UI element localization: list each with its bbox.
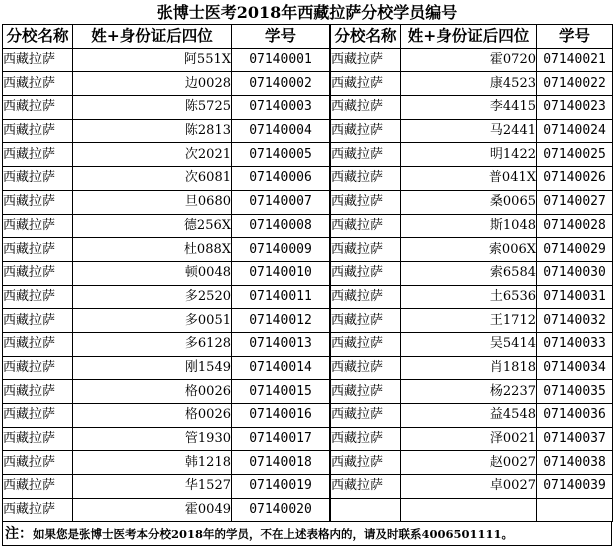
table-row — [3, 96, 613, 120]
cell-school: 西藏拉萨 — [3, 285, 73, 309]
table-row — [3, 498, 613, 522]
cell-name-id: 华1527 — [73, 475, 232, 499]
cell-name-id: 边0028 — [73, 72, 232, 96]
cell-name-id: 陈5725 — [73, 96, 232, 120]
cell-school: 西藏拉萨 — [331, 261, 401, 285]
cell-name-id: 李4415 — [401, 96, 537, 120]
cell-school: 西藏拉萨 — [3, 261, 73, 285]
cell-student-id: 07140016 — [232, 404, 330, 428]
cell-student-id: 07140019 — [232, 475, 330, 499]
sheet-title: 张博士医考2018年西藏拉萨分校学员编号 — [156, 3, 458, 22]
table-row — [3, 285, 613, 309]
roster-sheet — [2, 2, 612, 553]
header-school-left: 分校名称 — [3, 25, 73, 49]
cell-school: 西藏拉萨 — [331, 475, 401, 499]
cell-student-id: 07140027 — [537, 190, 613, 214]
cell-school: 西藏拉萨 — [3, 214, 73, 238]
cell-name-id: 杨2237 — [401, 380, 537, 404]
cell-name-id: 王1712 — [401, 309, 537, 333]
table-row — [3, 119, 613, 143]
cell-school — [331, 498, 401, 522]
cell-school: 西藏拉萨 — [3, 356, 73, 380]
cell-name-id: 普041X — [401, 167, 537, 191]
cell-student-id: 07140026 — [537, 167, 613, 191]
cell-student-id: 07140028 — [537, 214, 613, 238]
cell-school: 西藏拉萨 — [331, 238, 401, 262]
header-id-left: 学号 — [232, 25, 330, 49]
cell-student-id: 07140033 — [537, 332, 613, 356]
table-row — [3, 48, 613, 72]
cell-name-id: 明1422 — [401, 143, 537, 167]
header-name-right: 姓+身份证后四位 — [401, 25, 537, 49]
cell-student-id: 07140009 — [232, 238, 330, 262]
cell-student-id: 07140022 — [537, 72, 613, 96]
cell-name-id: 次6081 — [73, 167, 232, 191]
cell-name-id: 肖1818 — [401, 356, 537, 380]
cell-name-id: 赵0027 — [401, 451, 537, 475]
table-row — [3, 332, 613, 356]
cell-school: 西藏拉萨 — [331, 285, 401, 309]
cell-student-id: 07140010 — [232, 261, 330, 285]
table-row — [3, 309, 613, 333]
cell-name-id: 泽0021 — [401, 427, 537, 451]
cell-name-id: 斯1048 — [401, 214, 537, 238]
cell-school: 西藏拉萨 — [331, 190, 401, 214]
cell-student-id: 07140013 — [232, 332, 330, 356]
cell-student-id: 07140018 — [232, 451, 330, 475]
cell-school: 西藏拉萨 — [3, 475, 73, 499]
cell-name-id: 多0051 — [73, 309, 232, 333]
header-row — [3, 25, 613, 49]
cell-school: 西藏拉萨 — [3, 404, 73, 428]
cell-school: 西藏拉萨 — [331, 143, 401, 167]
cell-school: 西藏拉萨 — [3, 190, 73, 214]
cell-school: 西藏拉萨 — [331, 72, 401, 96]
cell-name-id: 马2441 — [401, 119, 537, 143]
table-row — [3, 380, 613, 404]
cell-name-id: 杜088X — [73, 238, 232, 262]
cell-student-id: 07140012 — [232, 309, 330, 333]
cell-student-id: 07140034 — [537, 356, 613, 380]
cell-school: 西藏拉萨 — [3, 48, 73, 72]
cell-name-id — [401, 498, 537, 522]
cell-student-id: 07140015 — [232, 380, 330, 404]
cell-school: 西藏拉萨 — [331, 96, 401, 120]
cell-student-id: 07140006 — [232, 167, 330, 191]
cell-student-id: 07140035 — [537, 380, 613, 404]
table-row — [3, 261, 613, 285]
cell-name-id: 德256X — [73, 214, 232, 238]
cell-school: 西藏拉萨 — [3, 72, 73, 96]
cell-student-id: 07140024 — [537, 119, 613, 143]
cell-student-id: 07140005 — [232, 143, 330, 167]
note-text: 如果您是张博士医考本分校2018年的学员，不在上述表格内的，请及时联系4006501111。 — [33, 527, 514, 542]
cell-name-id: 格0026 — [73, 404, 232, 428]
cell-school: 西藏拉萨 — [3, 332, 73, 356]
cell-student-id: 07140036 — [537, 404, 613, 428]
cell-name-id: 顿0048 — [73, 261, 232, 285]
cell-student-id: 07140002 — [232, 72, 330, 96]
cell-school: 西藏拉萨 — [331, 356, 401, 380]
cell-name-id: 康4523 — [401, 72, 537, 96]
cell-school: 西藏拉萨 — [331, 427, 401, 451]
cell-school: 西藏拉萨 — [3, 119, 73, 143]
cell-name-id: 土6536 — [401, 285, 537, 309]
cell-school: 西藏拉萨 — [331, 451, 401, 475]
table-row — [3, 404, 613, 428]
cell-student-id: 07140001 — [232, 48, 330, 72]
cell-student-id: 07140004 — [232, 119, 330, 143]
cell-school: 西藏拉萨 — [3, 96, 73, 120]
cell-name-id: 多6128 — [73, 332, 232, 356]
cell-student-id: 07140014 — [232, 356, 330, 380]
table-row — [3, 190, 613, 214]
cell-school: 西藏拉萨 — [3, 309, 73, 333]
table-row — [3, 427, 613, 451]
table-row — [3, 143, 613, 167]
cell-student-id: 07140032 — [537, 309, 613, 333]
table-row — [3, 238, 613, 262]
cell-student-id: 07140025 — [537, 143, 613, 167]
cell-student-id: 07140021 — [537, 48, 613, 72]
cell-student-id: 07140008 — [232, 214, 330, 238]
cell-student-id: 07140017 — [232, 427, 330, 451]
cell-school: 西藏拉萨 — [3, 498, 73, 522]
cell-student-id: 07140003 — [232, 96, 330, 120]
cell-school: 西藏拉萨 — [3, 238, 73, 262]
footer-note — [2, 522, 612, 546]
cell-school: 西藏拉萨 — [331, 380, 401, 404]
cell-student-id: 07140030 — [537, 261, 613, 285]
cell-school: 西藏拉萨 — [3, 380, 73, 404]
cell-name-id: 次2021 — [73, 143, 232, 167]
cell-name-id: 吴5414 — [401, 332, 537, 356]
cell-school: 西藏拉萨 — [331, 119, 401, 143]
roster-body — [3, 48, 613, 522]
cell-name-id: 管1930 — [73, 427, 232, 451]
cell-name-id: 格0026 — [73, 380, 232, 404]
table-row — [3, 475, 613, 499]
cell-student-id: 07140023 — [537, 96, 613, 120]
cell-name-id: 旦0680 — [73, 190, 232, 214]
cell-student-id: 07140037 — [537, 427, 613, 451]
cell-student-id: 07140029 — [537, 238, 613, 262]
cell-school: 西藏拉萨 — [331, 167, 401, 191]
cell-name-id: 卓0027 — [401, 475, 537, 499]
cell-name-id: 阿551X — [73, 48, 232, 72]
table-row — [3, 214, 613, 238]
table-row — [3, 72, 613, 96]
cell-student-id: 07140038 — [537, 451, 613, 475]
cell-name-id: 霍0049 — [73, 498, 232, 522]
cell-school: 西藏拉萨 — [331, 309, 401, 333]
student-roster-table — [2, 24, 613, 522]
cell-school: 西藏拉萨 — [3, 167, 73, 191]
cell-student-id: 07140020 — [232, 498, 330, 522]
header-school-right: 分校名称 — [331, 25, 401, 49]
cell-name-id: 刚1549 — [73, 356, 232, 380]
cell-student-id — [537, 498, 613, 522]
cell-name-id: 桑0065 — [401, 190, 537, 214]
cell-name-id: 索6584 — [401, 261, 537, 285]
cell-student-id: 07140007 — [232, 190, 330, 214]
table-row — [3, 167, 613, 191]
cell-name-id: 索006X — [401, 238, 537, 262]
cell-school: 西藏拉萨 — [3, 451, 73, 475]
table-row — [3, 356, 613, 380]
cell-school: 西藏拉萨 — [331, 214, 401, 238]
cell-school: 西藏拉萨 — [331, 48, 401, 72]
cell-name-id: 霍0720 — [401, 48, 537, 72]
cell-school: 西藏拉萨 — [331, 404, 401, 428]
note-label: 注： — [5, 526, 33, 543]
cell-name-id: 多2520 — [73, 285, 232, 309]
header-name-left: 姓+身份证后四位 — [73, 25, 232, 49]
cell-student-id: 07140031 — [537, 285, 613, 309]
cell-school: 西藏拉萨 — [331, 332, 401, 356]
cell-name-id: 韩1218 — [73, 451, 232, 475]
table-row — [3, 451, 613, 475]
cell-school: 西藏拉萨 — [3, 427, 73, 451]
header-id-right: 学号 — [537, 25, 613, 49]
cell-student-id: 07140011 — [232, 285, 330, 309]
cell-school: 西藏拉萨 — [3, 143, 73, 167]
cell-name-id: 陈2813 — [73, 119, 232, 143]
cell-name-id: 益4548 — [401, 404, 537, 428]
cell-student-id: 07140039 — [537, 475, 613, 499]
